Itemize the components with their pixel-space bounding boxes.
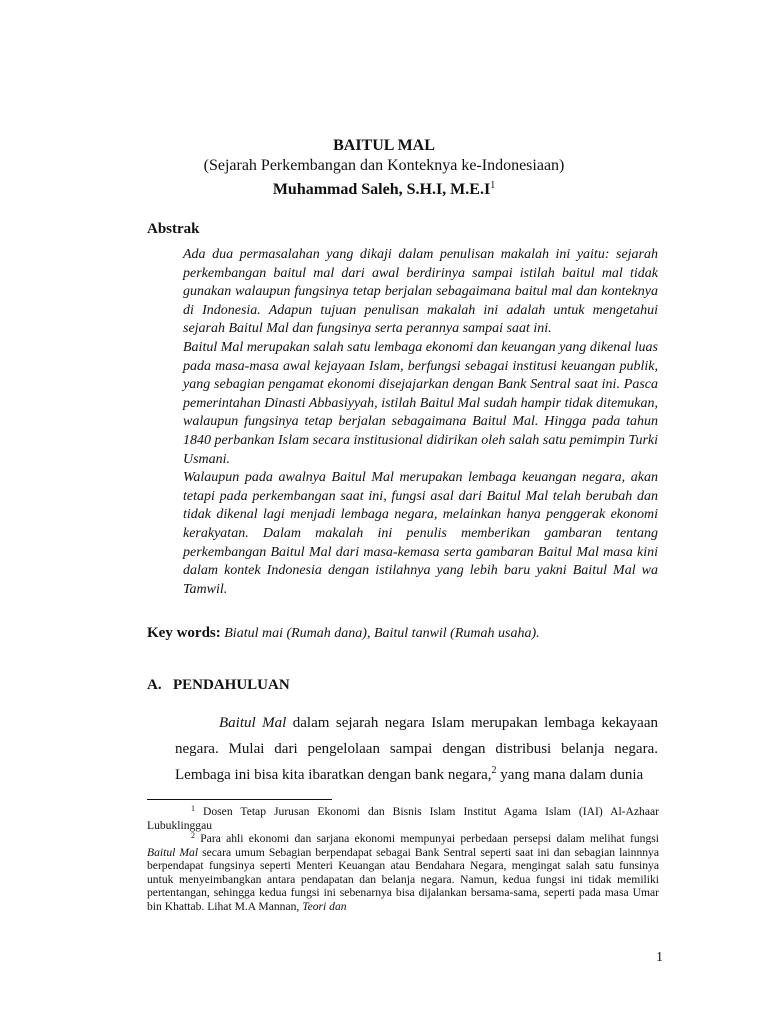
section-number: A. (147, 677, 162, 693)
footnote-1-mark: 1 (191, 804, 195, 813)
footnote-1 (147, 805, 659, 832)
footnote-2-text-a: Para ahli ekonomi dan sarjana ekonomi mempunyai perbedaan persepsi dalam melihat fungsi (195, 832, 659, 845)
footnote-2 (147, 832, 659, 913)
footnote-2-text-b: secara umum Sebagian berpendapat sebagai Bank Sentral seperti saat ini dan sebagian lainnnya berpendapat fungsinya seperti Menteri Keuangan atau Bendahara Negara, mengingat salah satu funsinya untuk menyeimbangkan antara pendapatan dan belanja negara. Namun, kedua fungsi ini tidak memiliki pertentangan, sehingga kedua fungsi ini sebenarnya bisa dijalankan bersama-sama, seperti pada masa Umar bin Khattab. Lihat M.A Mannan, (147, 845, 659, 913)
keywords-line (147, 624, 667, 643)
footnote-2-italic-b: Teori dan (302, 899, 347, 913)
section-heading (147, 676, 290, 694)
section-title: PENDAHULUAN (173, 677, 290, 693)
footnote-2-mark: 2 (191, 831, 195, 840)
intro-text-tail: yang mana dalam dunia (496, 767, 644, 783)
body-paragraph (175, 710, 658, 788)
intro-paragraph (175, 710, 658, 788)
footnote-1-text: Dosen Tetap Jurusan Ekonomi dan Bisnis Islam Institut Agama Islam (IAI) Al-Azhaar Lubuklinggau (147, 805, 659, 832)
intro-text: dalam sejarah negara Islam merupakan lembaga kekayaan negara. Mulai dari pengelolaan sampai dengan distribusi belanja negara. Lembaga ini bisa kita ibaratkan dengan bank negara, (175, 715, 659, 783)
footnote-ref-2: 2 (491, 765, 497, 776)
keywords-text: Biatul mai (Rumah dana), Baitul tanwil (Rumah usaha). (224, 626, 540, 641)
abstract-paragraph: Ada dua permasalahan yang dikaji dalam penulisan makalah ini yaitu: sejarah perkembangan baitul mal dari awal berdirinya sampai istilah baitul mal tidak gunakan walaupun fungsinya tetap berjalan sebagaimana baitul mal dan konteknya di Indonesia. Adapun tujuan penulisan makalah ini adalah untuk mengetahui sejarah Baitul Mal dan fungsinya serta perannya sampai saat ini. (183, 247, 658, 337)
paper-title: BAITUL MAL (333, 137, 435, 154)
abstract-paragraph: Baitul Mal merupakan salah satu lembaga ekonomi dan keuangan yang dikenal luas pada masa-masa awal kejayaan Islam, berfungsi sebagai institusi keuangan publik, yang sebagian pengamat ekonomi disejajarkan dengan Bank Sentral saat ini. Pasca pemerintahan Dinasti Abbasiyyah, istilah Baitul Mal sudah hampir tidak ditemukan, walaupun fungsinya tetap berjalan sebagaimana Baitul Mal. Hingga pada tahun 1840 perbankan Islam secara institusional didirikan oleh salah satu pemimpin Turki Usmani. (183, 339, 658, 467)
author-line (0, 176, 768, 200)
page-number: 1 (656, 950, 663, 965)
keywords-label: Key words: (147, 625, 221, 641)
author-name: Muhammad Saleh, S.H.I, M.E.I (272, 181, 491, 198)
footnotes (147, 805, 659, 913)
footnote-2-italic-a: Baitul Mal (147, 845, 199, 859)
abstract-heading: Abstrak (147, 221, 200, 237)
footnote-divider (147, 799, 332, 800)
paper-subtitle: (Sejarah Perkembangan dan Konteknya ke-Indonesiaan) (203, 157, 565, 174)
intro-italic-term: Baitul Mal (219, 715, 287, 731)
abstract-body (183, 246, 658, 599)
abstract-paragraph: Walaupun pada awalnya Baitul Mal merupakan lembaga keuangan negara, akan tetapi pada perkembangan saat ini, fungsi asal dari Baitul Mal telah berubah dan tidak dikenal lagi menjadi lembaga negara, melainkan hanya penggerak ekonomi kerakyatan. Dalam makalah ini penulis memberikan gambaran tentang perkembangan Baitul Mal dari masa-kemasa serta gambaran Baitul Mal masa kini dalam kontek Indonesia dengan istilahnya yang lebih baru yakni Baitul Mal wa Tamwil. (183, 470, 658, 597)
author-footnote-mark: 1 (490, 180, 496, 191)
title-block (0, 136, 768, 200)
